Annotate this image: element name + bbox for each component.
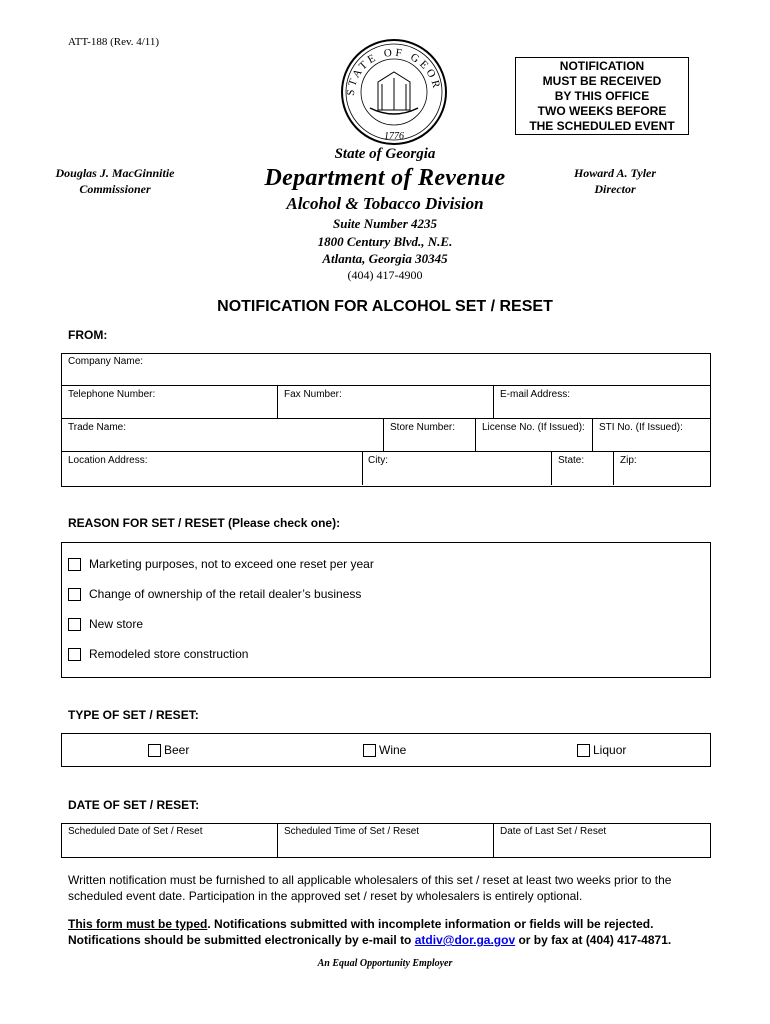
state-heading: State of Georgia (334, 146, 436, 162)
sti-label: STI No. (If Issued): (599, 422, 683, 433)
form-title: NOTIFICATION FOR ALCOHOL SET / RESET (217, 298, 553, 315)
store-number-field[interactable] (384, 434, 474, 450)
reason-label: REASON FOR SET / RESET (Please check one): (68, 516, 341, 530)
email-label: E-mail Address: (500, 389, 571, 400)
type-option-beer[interactable] (148, 743, 189, 757)
checkbox[interactable] (363, 744, 376, 757)
commissioner-title: Commissioner (79, 182, 151, 196)
checkbox[interactable] (577, 744, 590, 757)
reason-option-label: Change of ownership of the retail dealer’s business (89, 587, 362, 601)
notice-line: BY THIS OFFICE (554, 88, 650, 103)
scheduled-date-field[interactable] (62, 839, 276, 856)
phone-line: (404) 417-4900 (347, 268, 423, 282)
notice-line: TWO WEEKS BEFORE (537, 103, 667, 118)
typed-requirement: This form must be typed (68, 917, 208, 931)
form-number: ATT-188 (Rev. 4/11) (68, 36, 160, 48)
reason-option-label: Remodeled store construction (89, 647, 249, 661)
last-set-date-label: Date of Last Set / Reset (500, 826, 607, 837)
department-heading: Department of Revenue (264, 165, 506, 191)
reason-option-marketing[interactable] (68, 557, 374, 571)
zip-field[interactable] (614, 467, 708, 484)
checkbox[interactable] (148, 744, 161, 757)
notice-line: NOTIFICATION (559, 58, 645, 73)
reason-option-label: New store (89, 617, 144, 631)
type-option-label: Beer (164, 743, 190, 757)
street-line: 1800 Century Blvd., N.E. (317, 234, 453, 249)
notice-line: MUST BE RECEIVED (542, 73, 662, 88)
city-label: City: (368, 455, 388, 466)
divider (61, 418, 710, 419)
last-set-date-field[interactable] (494, 839, 708, 856)
notice-line: THE SCHEDULED EVENT (529, 118, 675, 133)
checkbox[interactable] (68, 558, 81, 571)
scheduled-time-field[interactable] (278, 839, 492, 856)
scheduled-date-label: Scheduled Date of Set / Reset (68, 826, 203, 837)
from-label: FROM: (68, 328, 108, 342)
fax-field[interactable] (278, 401, 492, 417)
division-heading: Alcohol & Tobacco Division (286, 194, 484, 213)
reason-option-new-store[interactable] (68, 617, 143, 631)
sti-field[interactable] (593, 434, 708, 450)
checkbox[interactable] (68, 618, 81, 631)
type-label: TYPE OF SET / RESET: (68, 708, 199, 722)
checkbox[interactable] (68, 588, 81, 601)
type-option-liquor[interactable] (577, 743, 626, 757)
fax-text: or by fax at (404) 417-4871. (515, 933, 672, 947)
footer-text: An Equal Opportunity Employer (317, 958, 453, 969)
instructions-paragraph: Written notification must be furnished to all applicable wholesalers of this set / reset at least two weeks prior to the scheduled event date. Participation in the approved set / reset by wholesalers is entirely optional. (68, 873, 672, 903)
type-option-wine[interactable] (363, 743, 406, 757)
submission-text: Notifications should be submitted electronically by e-mail to (68, 933, 415, 947)
reason-option-ownership[interactable] (68, 587, 361, 601)
trade-name-field[interactable] (62, 434, 382, 450)
zip-label: Zip: (620, 455, 637, 466)
reason-option-remodel[interactable] (68, 647, 248, 661)
state-field[interactable] (552, 467, 612, 484)
notice-box (515, 57, 689, 135)
divider (61, 385, 710, 386)
license-field[interactable] (476, 434, 591, 450)
location-address-field[interactable] (62, 467, 361, 484)
rejection-notice: . Notifications submitted with incomplete information or fields will be rejected. (207, 917, 654, 931)
director-name: Howard A. Tyler (573, 166, 657, 180)
director-block (555, 165, 675, 197)
fax-label: Fax Number: (284, 389, 342, 400)
state-label: State: (558, 455, 585, 466)
commissioner-block (40, 165, 190, 197)
location-address-label: Location Address: (68, 455, 148, 466)
date-label: DATE OF SET / RESET: (68, 798, 200, 812)
email-link[interactable]: atdiv@dor.ga.gov (414, 933, 516, 947)
store-number-label: Store Number: (390, 422, 456, 433)
seal-text: STATE OF GEOR (344, 46, 443, 97)
scheduled-time-label: Scheduled Time of Set / Reset (284, 826, 420, 837)
trade-name-label: Trade Name: (68, 422, 126, 433)
type-option-label: Liquor (593, 743, 627, 757)
email-field[interactable] (494, 401, 708, 417)
city-line: Atlanta, Georgia 30345 (322, 251, 448, 266)
telephone-label: Telephone Number: (68, 389, 156, 400)
svg-text:STATE OF GEORGIA (340, 38, 443, 96)
checkbox[interactable] (68, 648, 81, 661)
reason-option-label: Marketing purposes, not to exceed one reset per year (89, 557, 374, 571)
city-field[interactable] (363, 467, 550, 484)
license-label: License No. (If Issued): (482, 422, 585, 433)
georgia-seal (340, 38, 448, 146)
seal-year: 1776 (384, 131, 404, 142)
commissioner-name: Douglas J. MacGinnitie (55, 166, 175, 180)
director-title: Director (594, 182, 636, 196)
suite-line: Suite Number 4235 (332, 216, 437, 231)
type-option-label: Wine (379, 743, 407, 757)
telephone-field[interactable] (62, 401, 276, 417)
company-name-field[interactable] (62, 368, 708, 384)
requirements-paragraph (68, 916, 708, 948)
company-name-label: Company Name: (68, 356, 144, 367)
